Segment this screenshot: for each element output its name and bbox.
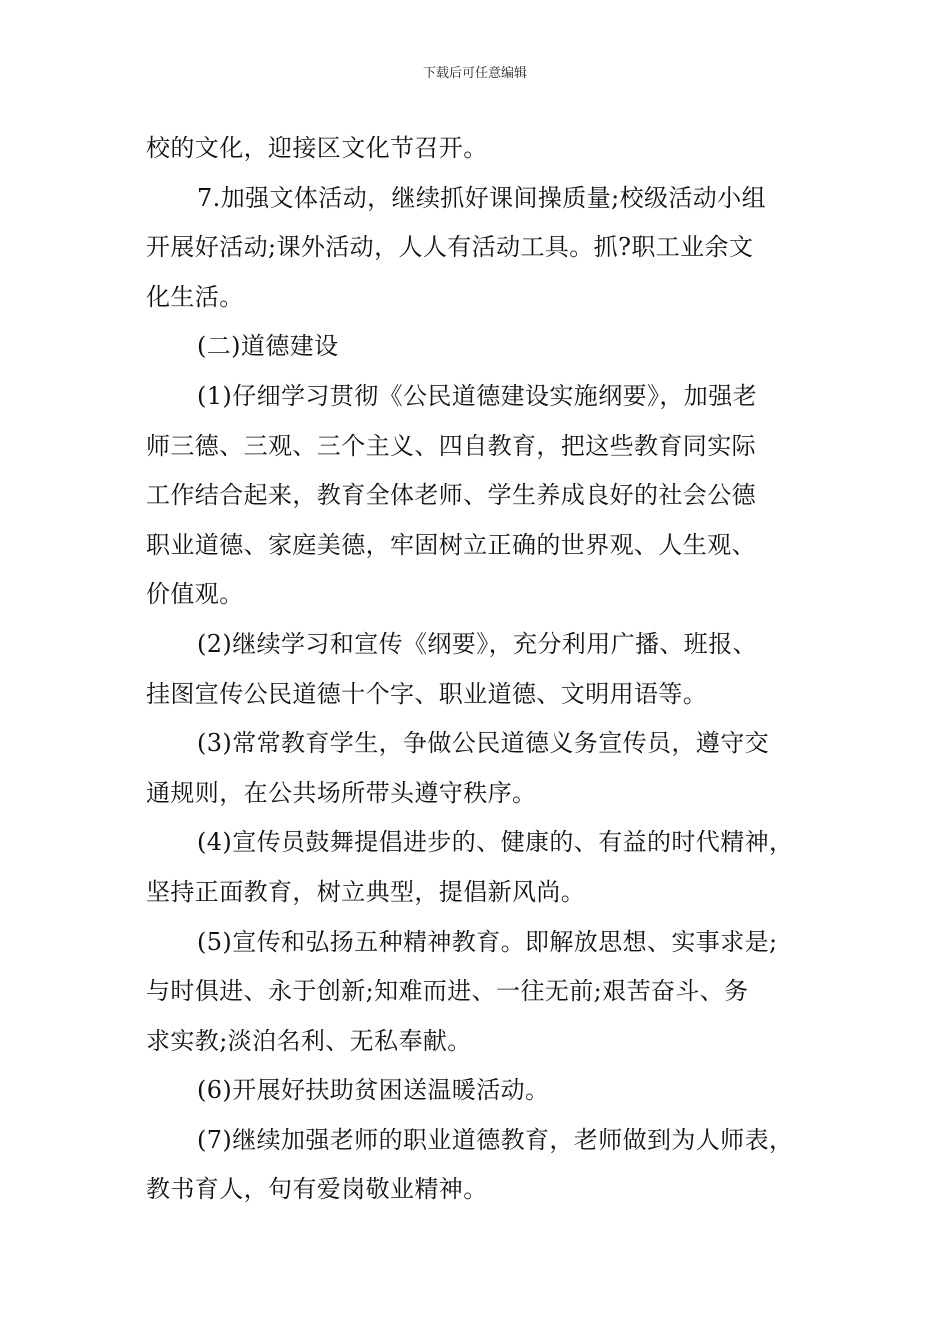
page-header: 下载后可任意编辑	[422, 66, 527, 81]
text-line: (4)宣传员鼓舞提倡进步的、健康的、有益的时代精神，	[197, 828, 794, 857]
paragraph	[146, 322, 818, 372]
text-line: 师三德、三观、三个主义、四自教育，把这些教育同实际	[146, 431, 756, 460]
paragraph	[146, 620, 818, 719]
paragraph	[146, 918, 818, 1067]
paragraph	[146, 174, 818, 323]
text-line: 坚持正面教育，树立典型，提倡新风尚。	[146, 877, 586, 906]
text-line: 价值观。	[146, 580, 244, 609]
text-line: (1)仔细学习贯彻《公民道德建设实施纲要》，加强老	[197, 381, 757, 410]
document-body	[146, 124, 818, 1215]
text-line: 化生活。	[146, 282, 244, 311]
paragraph	[146, 372, 818, 620]
text-line: (二)道德建设	[197, 332, 339, 361]
paragraph	[146, 1116, 818, 1215]
paragraph	[146, 1066, 818, 1116]
text-line: 与时俱进、永于创新;知难而进、一往无前;艰苦奋斗、务	[146, 977, 749, 1006]
text-line: (7)继续加强老师的职业道德教育，老师做到为人师表，	[197, 1125, 794, 1154]
text-line: 7.加强文体活动，继续抓好课间操质量;校级活动小组	[197, 183, 766, 212]
text-line: 校的文化，迎接区文化节召开。	[146, 134, 488, 162]
text-line: 教书育人，句有爱岗敬业精神。	[146, 1175, 488, 1204]
text-line: 挂图宣传公民道德十个字、职业道德、文明用语等。	[146, 679, 708, 708]
text-line: 职业道德、家庭美德，牢固树立正确的世界观、人生观、	[146, 530, 756, 559]
paragraph	[146, 818, 818, 917]
text-line: 开展好活动;课外活动，人人有活动工具。抓?职工业余文	[146, 233, 754, 262]
text-line: 求实教;淡泊名利、无私奉献。	[146, 1026, 472, 1055]
text-line: (2)继续学习和宣传《纲要》，充分利用广播、班报、	[197, 629, 757, 658]
text-line: (5)宣传和弘扬五种精神教育。即解放思想、实事求是;	[197, 927, 778, 956]
text-line: (3)常常教育学生，争做公民道德义务宣传员，遵守交	[197, 729, 769, 758]
text-line: (6)开展好扶助贫困送温暖活动。	[197, 1076, 550, 1105]
text-line: 工作结合起来，教育全体老师、学生养成良好的社会公德	[146, 481, 756, 510]
paragraph	[146, 719, 818, 818]
text-line: 通规则，在公共场所带头遵守秩序。	[146, 778, 537, 807]
paragraph	[146, 124, 818, 174]
